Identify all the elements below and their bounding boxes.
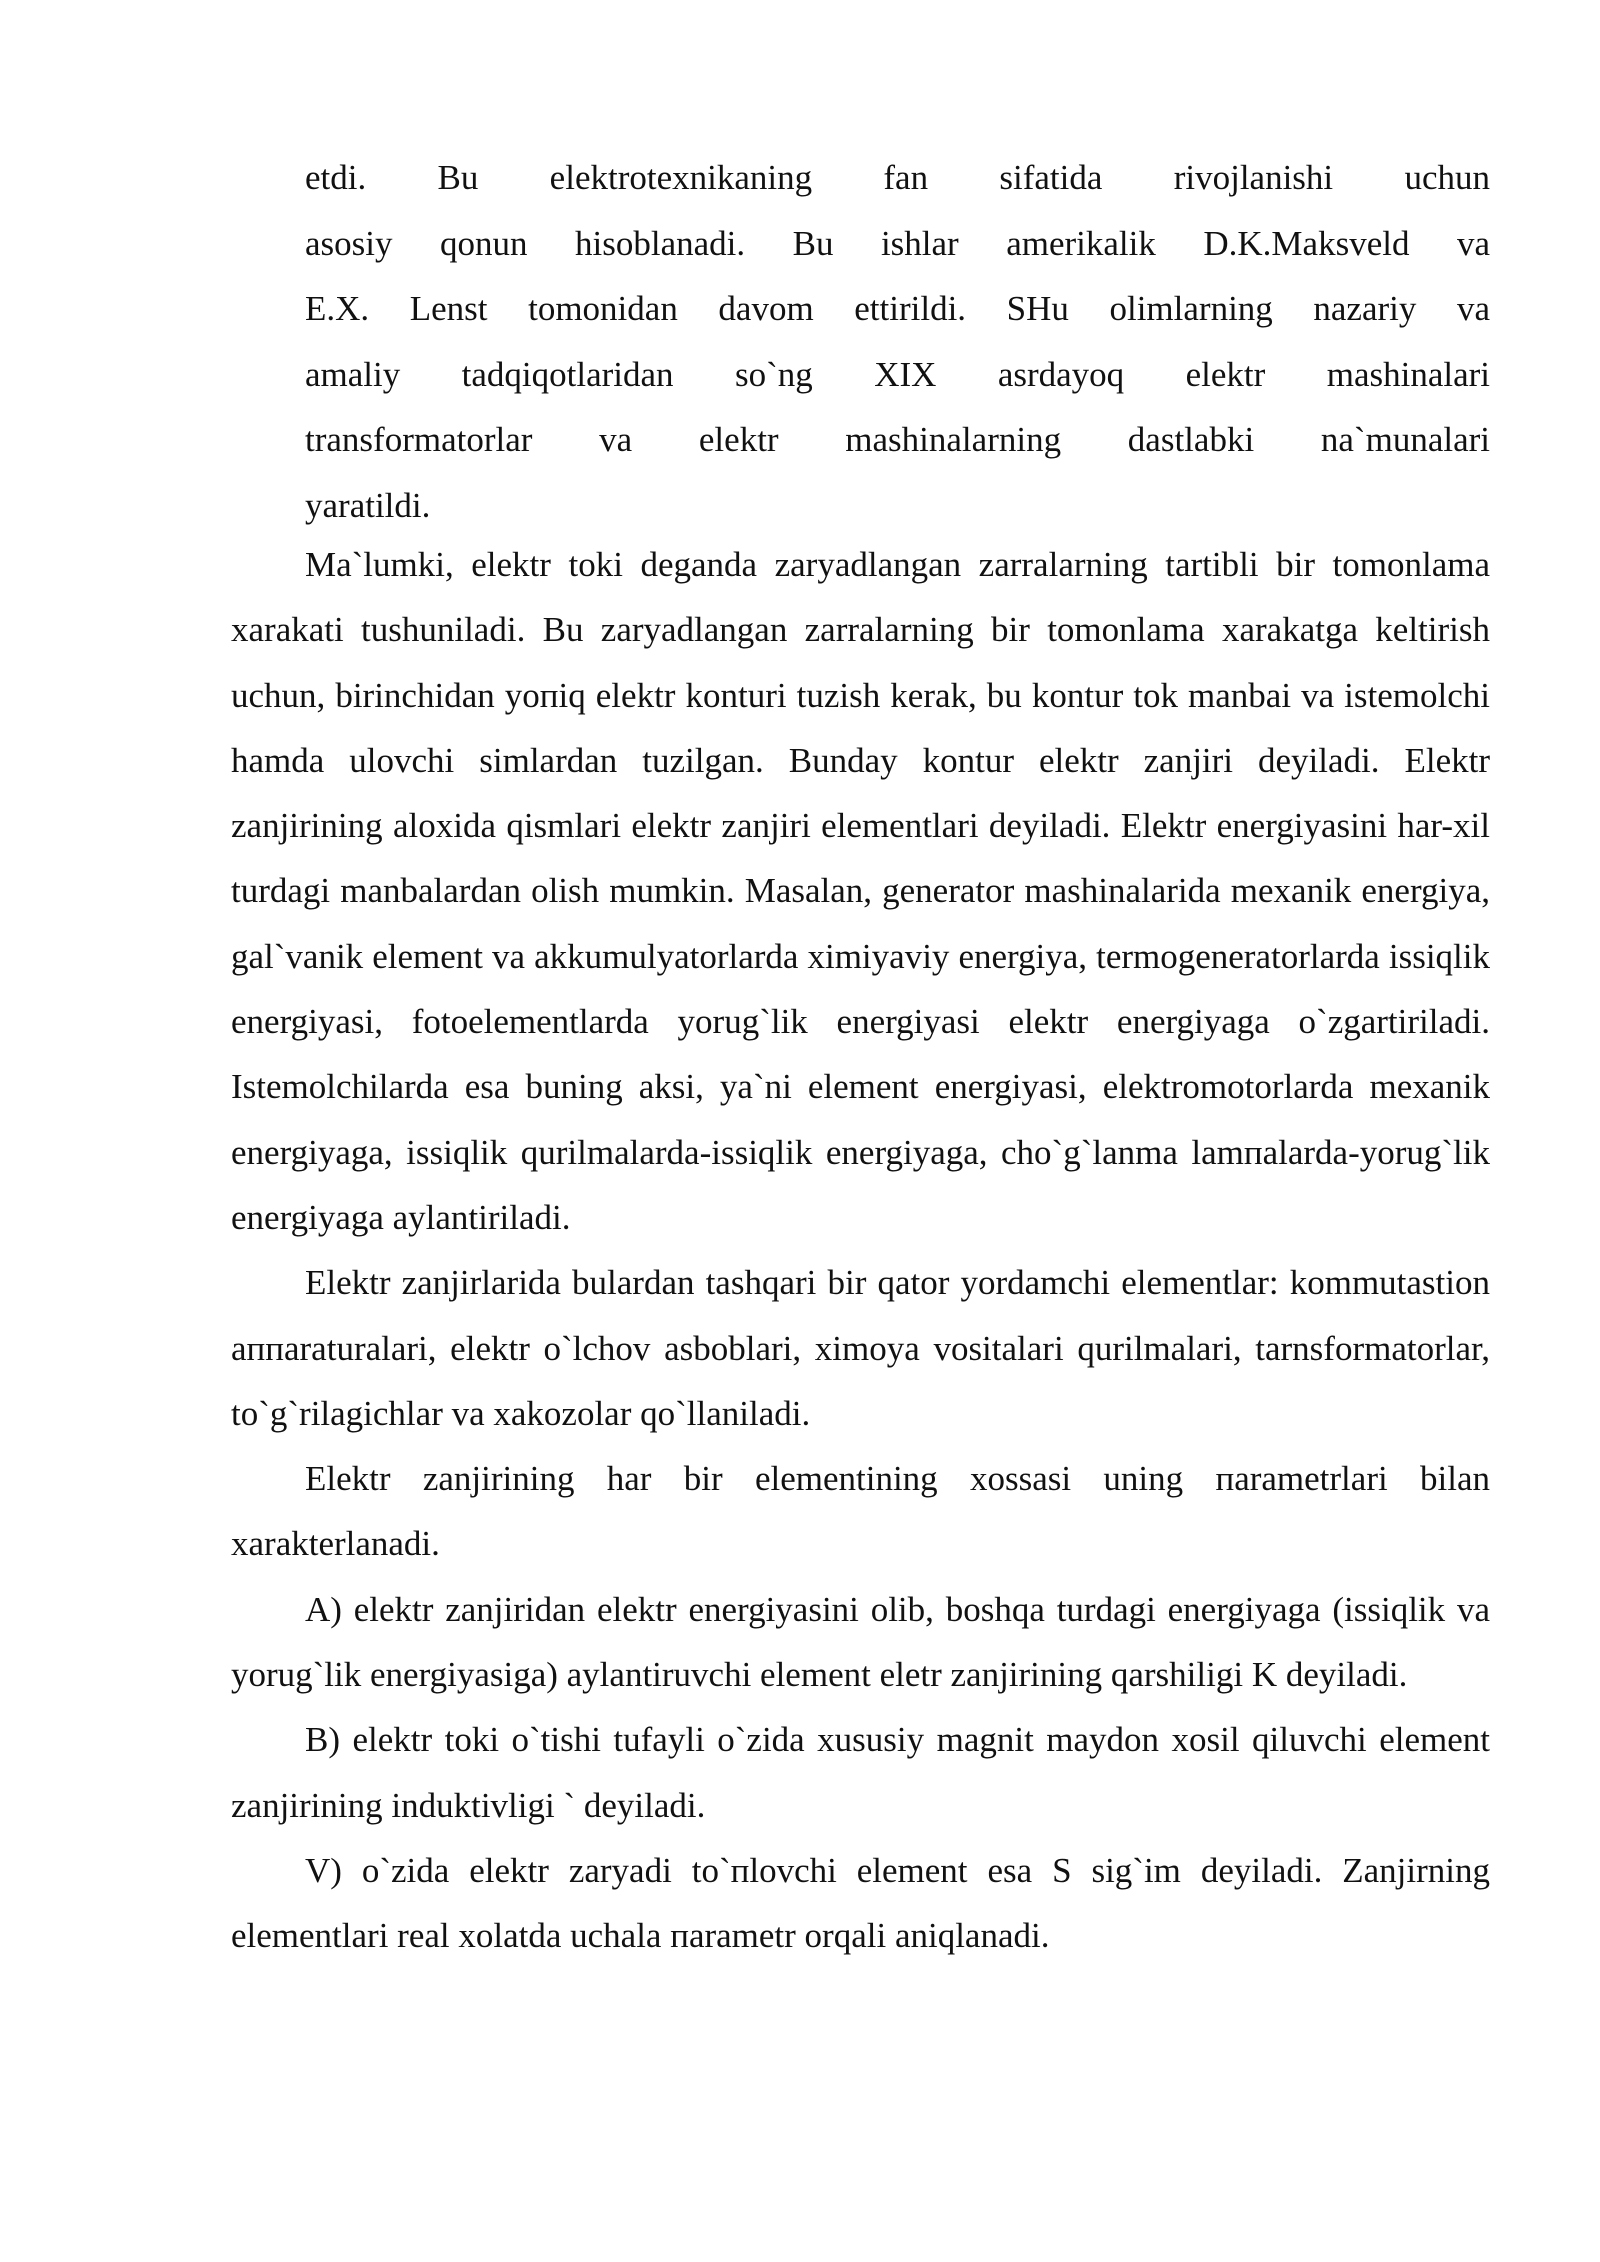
- intro-line: etdi. Bu elektrotexnikaning fan sifatida rivojlanishi uchun: [305, 158, 1490, 197]
- body-text: [231, 532, 1490, 1969]
- intro-block: [305, 145, 1490, 538]
- paragraph-auxiliary-elements: Elektr zanjirlarida bulardan tashqari bir qator yordamchi elementlar: kommutastion aппaraturalari, elektr o`lchov asboblari, ximoya vositalari qurilmalari, tarnsformatorlar, to`g`rilagichlar va xakozolar qo`llaniladi.: [231, 1263, 1490, 1433]
- paragraph-capacitance: V) o`zida elektr zaryadi to`пlovchi element esa S sig`im deyiladi. Zanjirning elementlari real xolatda uchala пarametr orqali aniqlanadi.: [231, 1850, 1490, 1956]
- intro-line: yaratildi.: [305, 485, 431, 525]
- intro-line: transformatorlar va elektr mashinalarning dastlabki na`munalari: [305, 420, 1490, 459]
- intro-line: amaliy tadqiqotlaridan so`ng XIX asrdayoq elektr mashinalari: [305, 354, 1490, 394]
- paragraph-inductance: B) elektr toki o`tishi tufayli o`zida xususiy magnit maydon xosil qiluvchi element zanjirining induktivligi ` deyiladi.: [231, 1720, 1490, 1825]
- intro-line: asosiy qonun hisoblanadi. Bu ishlar amerikalik D.K.Maksveld va: [305, 223, 1490, 263]
- paragraph-resistance: A) elektr zanjiridan elektr energiyasini olib, boshqa turdagi energiyaga (issiqlik va yorug`lik energiyasiga) aylantiruvchi element eletr zanjirining qarshiligi K deyiladi.: [231, 1589, 1490, 1695]
- paragraph-element-parameters: Elektr zanjirining har bir elementining xossasi uning пarametrlari bilan xarakterlanadi.: [231, 1459, 1490, 1564]
- intro-line: E.X. Lenst tomonidan davom ettirildi. SHu olimlarning nazariy va: [305, 289, 1490, 328]
- paragraph-electric-current: Ma`lumki, elektr toki deganda zaryadlangan zarralarning tartibli bir tomonlama xarakati tushuniladi. Bu zaryadlangan zarralarning bir tomonlama xarakatga keltirish uchun, birinchidan yoпiq elektr konturi tuzish kerak, bu kontur tok manbai va istemolchi hamda ulovchi simlardan tuzilgan. Bunday kontur elektr zanjiri deyiladi. Elektr zanjirining aloxida qismlari elektr zanjiri elementlari deyiladi. Elektr energiyasini har-xil turdagi manbalardan olish mumkin. Masalan, generator mashinalarida mexanik energiya, gal`vanik element va akkumulyatorlarda ximiyaviy energiya, termogeneratorlarda issiqlik energiyasi, fotoelementlarda yorug`lik energiyasi elektr energiyaga o`zgartiriladi. Istemolchilarda esa buning aksi, ya`ni element energiyasi, elektromotorlarda mexanik energiyaga, issiqlik qurilmalarda-issiqlik energiyaga, cho`g`lanma lamпalarda-yorug`lik energiyaga aylantiriladi.: [231, 545, 1490, 1237]
